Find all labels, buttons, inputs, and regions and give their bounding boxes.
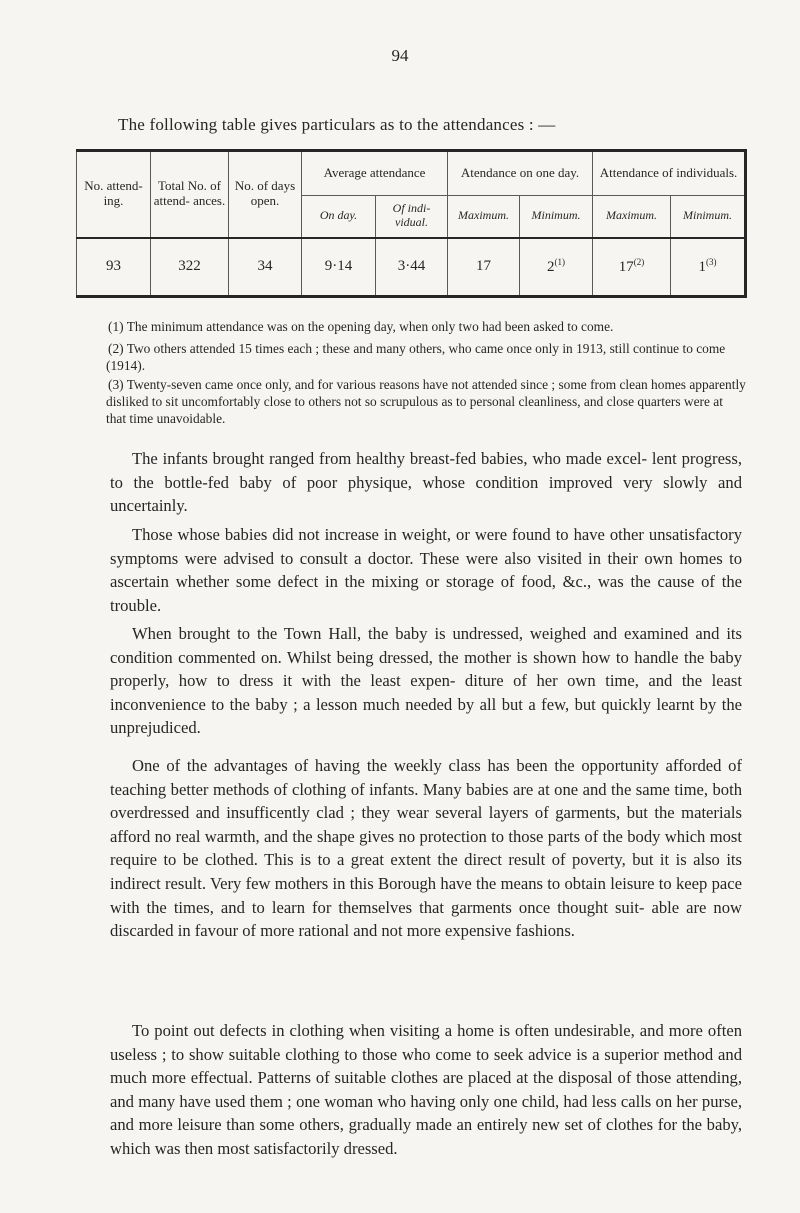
- header-average-attendance: Average attendance: [302, 151, 448, 196]
- footnote-1: (1) The minimum attendance was on the opening day, when only two had been asked to come.: [108, 319, 614, 334]
- table-row: [77, 238, 746, 297]
- paragraph-4: [110, 754, 742, 943]
- cell-total-attendances: 322: [151, 238, 229, 297]
- footnote-marker: (2): [633, 257, 645, 268]
- footnote-marker: (1): [554, 257, 566, 268]
- paragraph-text: The infants brought ranged from healthy breast-fed babies, who made excel- lent progress, to the bottle-fed baby of poor physique, whose condition improved very slowly and uncertainly.: [110, 449, 742, 516]
- page-number: 94: [391, 46, 409, 65]
- header-on-day: On day.: [302, 195, 376, 238]
- cell-avg-on-day: 9·14: [302, 238, 376, 297]
- cell-no-attending: 93: [77, 238, 151, 297]
- footnote-2: (2) Two others attended 15 times each ; these and many others, who came once only in 1913, still continue to come (1914).: [106, 341, 726, 373]
- header-one-day-minimum: Minimum.: [520, 195, 593, 238]
- cell-days-open: 34: [229, 238, 302, 297]
- paragraph-2: [110, 523, 742, 617]
- cell-individual-max: [593, 238, 671, 297]
- header-individual-maximum: Maximum.: [593, 195, 671, 238]
- footnote-marker: (3): [706, 257, 717, 268]
- value: 17: [618, 259, 634, 276]
- footnote-3: (3) Twenty-seven came once only, and for various reasons have not attended since ; some from clean homes apparently disliked to sit uncomfortably close to others not so scrupulous as to personal cleanliness, and close quarters were at that time unavoidable.: [106, 377, 746, 426]
- value: 2: [547, 259, 555, 276]
- cell-individual-min: [671, 238, 746, 297]
- attendance-table: [76, 149, 747, 298]
- paragraph-text: Those whose babies did not increase in weight, or were found to have other unsatisfactory symptoms were advised to consult a doctor. These were also visited in their own homes to ascertain whether some defect in the mixing or storage of food, &c., was the cause of the trouble.: [110, 525, 742, 615]
- paragraph-text: One of the advantages of having the weekly class has been the opportunity afforded of teaching better methods of clothing of infants. Many babies are at one and the same time, both overdressed and insufficently clad ; they wear several layers of garments, but the materials afford no real warmth, and the shape gives no protection to those parts of the body which most require to be clothed. This is to a great extent the direct result of poverty, but it is also its indirect result. Very few mothers in this Borough have the means to obtain leisure to keep pace with the times, and to learn for themselves that garments once thought suit- able are now discarded in favour of more rational and not more expensive fashions.: [110, 756, 742, 941]
- header-one-day-maximum: Maximum.: [448, 195, 520, 238]
- header-attendance-one-day: Atendance on one day.: [448, 151, 593, 196]
- cell-avg-individual: 3·44: [376, 238, 448, 297]
- header-individual-minimum: Minimum.: [671, 195, 746, 238]
- table-intro: The following table gives particulars as to the attendances : —: [118, 115, 556, 134]
- cell-one-day-max: 17: [448, 238, 520, 297]
- paragraph-3: [110, 622, 742, 740]
- paragraph-1: [110, 447, 742, 518]
- cell-one-day-min: [520, 238, 593, 297]
- header-of-individual: Of indi- vidual.: [376, 195, 448, 238]
- value: 1: [698, 259, 707, 276]
- header-total-attendances: Total No. of attend- ances.: [151, 151, 229, 238]
- paragraph-5: [110, 1019, 742, 1161]
- paragraph-text: To point out defects in clothing when visiting a home is often undesirable, and more often useless ; to show suitable clothing to those who come to seek advice is a superior method and much more effectual. Patterns of suitable clothes are placed at the disposal of those attending, and many have used them ; one woman who having only one child, had less calls on her purse, and more leisure than some others, gradually made an entirely new set of clothes for the baby, which was then most satisfactorily dressed.: [110, 1021, 742, 1158]
- header-no-attending: No. attend- ing.: [77, 151, 151, 238]
- header-days-open: No. of days open.: [229, 151, 302, 238]
- header-attendance-individuals: Attendance of individuals.: [593, 151, 746, 196]
- paragraph-text: When brought to the Town Hall, the baby is undressed, weighed and examined and its condition commented on. Whilst being dressed, the mother is shown how to handle the baby properly, how to dress it with the least expen- diture of her own time, and the least inconvenience to the baby ; a lesson much needed by all but a few, but quickly learnt by the unprejudiced.: [110, 624, 742, 738]
